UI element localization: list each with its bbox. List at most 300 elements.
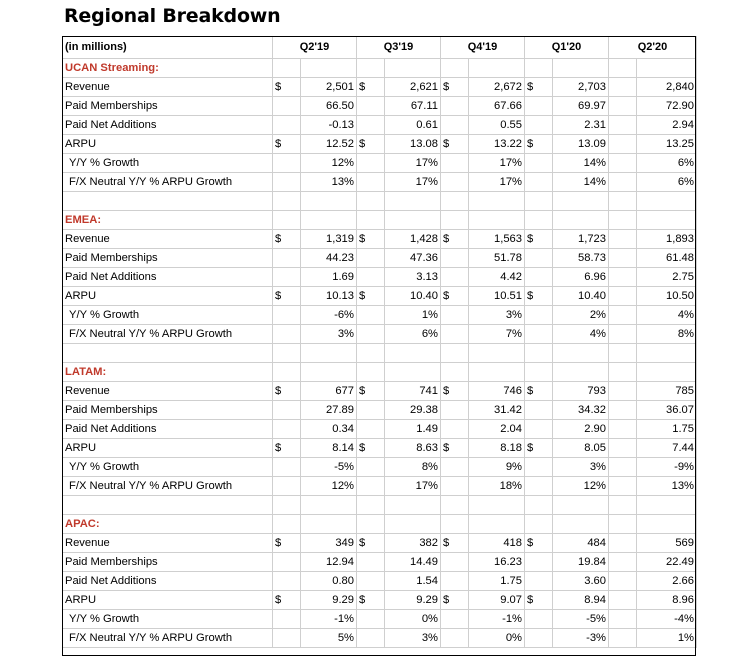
empty-cell — [637, 211, 697, 230]
value-cell: 17% — [385, 477, 441, 496]
currency-cell — [441, 154, 469, 173]
currency-cell: $ — [357, 78, 385, 97]
value-cell: -9% — [637, 458, 697, 477]
value-cell: 10.40 — [553, 287, 609, 306]
value-cell: -4% — [637, 610, 697, 629]
currency-cell — [273, 572, 301, 591]
section-header-row — [63, 59, 697, 78]
value-cell: -3% — [553, 629, 609, 648]
currency-cell — [525, 610, 553, 629]
period-header: Q3'19 — [357, 37, 441, 59]
currency-cell — [273, 477, 301, 496]
empty-cell — [469, 496, 525, 515]
currency-cell — [609, 249, 637, 268]
currency-cell — [273, 458, 301, 477]
value-cell: 1,723 — [553, 230, 609, 249]
currency-cell: $ — [525, 439, 553, 458]
currency-cell — [525, 116, 553, 135]
empty-cell — [385, 344, 441, 363]
table-row — [63, 572, 697, 591]
currency-cell: $ — [441, 78, 469, 97]
empty-cell — [525, 211, 553, 230]
currency-cell — [441, 477, 469, 496]
empty-cell — [609, 59, 637, 78]
table-row — [63, 97, 697, 116]
currency-cell: $ — [273, 78, 301, 97]
value-cell: 1,893 — [637, 230, 697, 249]
currency-cell — [441, 458, 469, 477]
currency-cell: $ — [273, 534, 301, 553]
currency-cell — [609, 135, 637, 154]
currency-cell — [441, 553, 469, 572]
value-cell: 1.75 — [637, 420, 697, 439]
currency-cell: $ — [273, 591, 301, 610]
currency-cell — [441, 610, 469, 629]
currency-cell: $ — [357, 439, 385, 458]
value-cell: 677 — [301, 382, 357, 401]
value-cell: 7.44 — [637, 439, 697, 458]
currency-cell: $ — [525, 135, 553, 154]
empty-cell — [301, 211, 357, 230]
row-label: Y/Y % Growth — [63, 610, 273, 629]
currency-cell — [525, 249, 553, 268]
value-cell: 3.60 — [553, 572, 609, 591]
currency-cell — [525, 97, 553, 116]
currency-cell — [357, 477, 385, 496]
empty-cell — [553, 515, 609, 534]
header-row — [63, 37, 697, 59]
row-label: Y/Y % Growth — [63, 154, 273, 173]
currency-cell — [273, 306, 301, 325]
value-cell: -1% — [469, 610, 525, 629]
table-row — [63, 553, 697, 572]
value-cell: 2.31 — [553, 116, 609, 135]
currency-cell — [441, 249, 469, 268]
table-row — [63, 154, 697, 173]
currency-cell — [357, 325, 385, 344]
currency-cell — [609, 230, 637, 249]
value-cell: 793 — [553, 382, 609, 401]
row-label: Y/Y % Growth — [63, 306, 273, 325]
empty-cell — [385, 363, 441, 382]
currency-cell — [357, 610, 385, 629]
currency-cell — [609, 287, 637, 306]
value-cell: 9.29 — [301, 591, 357, 610]
empty-cell — [357, 59, 385, 78]
table-row — [63, 325, 697, 344]
value-cell: 0.34 — [301, 420, 357, 439]
table-row — [63, 173, 697, 192]
currency-cell — [441, 97, 469, 116]
table-row — [63, 610, 697, 629]
empty-cell — [301, 363, 357, 382]
row-label: Paid Memberships — [63, 553, 273, 572]
currency-cell — [441, 306, 469, 325]
spacer-row — [63, 192, 697, 211]
currency-cell — [273, 249, 301, 268]
empty-cell — [637, 515, 697, 534]
value-cell: 10.50 — [637, 287, 697, 306]
currency-cell — [357, 458, 385, 477]
row-label: Revenue — [63, 534, 273, 553]
empty-cell — [273, 59, 301, 78]
currency-cell: $ — [441, 534, 469, 553]
currency-cell — [273, 629, 301, 648]
currency-cell — [609, 78, 637, 97]
value-cell: 2.90 — [553, 420, 609, 439]
value-cell: 12.52 — [301, 135, 357, 154]
value-cell: 8.96 — [637, 591, 697, 610]
empty-cell — [553, 344, 609, 363]
value-cell: 0.80 — [301, 572, 357, 591]
table-row — [63, 287, 697, 306]
value-cell: 27.89 — [301, 401, 357, 420]
empty-cell — [637, 59, 697, 78]
empty-cell — [385, 192, 441, 211]
currency-cell: $ — [525, 230, 553, 249]
value-cell: 6% — [385, 325, 441, 344]
value-cell: 19.84 — [553, 553, 609, 572]
value-cell: 0% — [385, 610, 441, 629]
empty-cell — [385, 496, 441, 515]
value-cell: -0.13 — [301, 116, 357, 135]
row-label: Paid Memberships — [63, 97, 273, 116]
currency-cell — [357, 268, 385, 287]
empty-cell — [525, 59, 553, 78]
empty-cell — [553, 363, 609, 382]
currency-cell: $ — [357, 382, 385, 401]
currency-cell: $ — [273, 439, 301, 458]
value-cell: 17% — [385, 154, 441, 173]
value-cell: 382 — [385, 534, 441, 553]
value-cell: 2,621 — [385, 78, 441, 97]
currency-cell — [609, 534, 637, 553]
value-cell: 36.07 — [637, 401, 697, 420]
currency-cell — [609, 629, 637, 648]
empty-cell — [301, 515, 357, 534]
currency-cell: $ — [525, 78, 553, 97]
currency-cell — [609, 154, 637, 173]
value-cell: 44.23 — [301, 249, 357, 268]
value-cell: 6% — [637, 154, 697, 173]
currency-cell — [525, 268, 553, 287]
currency-cell: $ — [441, 591, 469, 610]
currency-cell: $ — [273, 230, 301, 249]
currency-cell: $ — [441, 439, 469, 458]
table-row — [63, 458, 697, 477]
currency-cell — [609, 610, 637, 629]
value-cell: 569 — [637, 534, 697, 553]
currency-cell — [441, 325, 469, 344]
section-header-row — [63, 363, 697, 382]
empty-cell — [357, 344, 385, 363]
row-label: F/X Neutral Y/Y % ARPU Growth — [63, 325, 273, 344]
value-cell: 14.49 — [385, 553, 441, 572]
spacer-row — [63, 496, 697, 515]
value-cell: 58.73 — [553, 249, 609, 268]
value-cell: 8.18 — [469, 439, 525, 458]
row-label: Paid Net Additions — [63, 420, 273, 439]
empty-cell — [357, 363, 385, 382]
value-cell: 2.04 — [469, 420, 525, 439]
value-cell: 2.66 — [637, 572, 697, 591]
currency-cell — [609, 382, 637, 401]
empty-cell — [273, 344, 301, 363]
section-title: LATAM: — [63, 363, 273, 382]
currency-cell: $ — [357, 135, 385, 154]
currency-cell — [525, 572, 553, 591]
empty-cell — [525, 515, 553, 534]
value-cell: 9.07 — [469, 591, 525, 610]
empty-cell — [63, 344, 273, 363]
value-cell: 1.69 — [301, 268, 357, 287]
value-cell: 4% — [553, 325, 609, 344]
row-label: ARPU — [63, 439, 273, 458]
value-cell: -5% — [301, 458, 357, 477]
currency-cell — [525, 154, 553, 173]
empty-cell — [357, 515, 385, 534]
table-row — [63, 306, 697, 325]
currency-cell — [609, 325, 637, 344]
value-cell: 34.32 — [553, 401, 609, 420]
currency-cell — [441, 268, 469, 287]
currency-cell: $ — [357, 287, 385, 306]
value-cell: 418 — [469, 534, 525, 553]
empty-cell — [357, 192, 385, 211]
empty-cell — [553, 211, 609, 230]
value-cell: 17% — [469, 154, 525, 173]
regional-breakdown-table — [62, 36, 697, 648]
row-label: Y/Y % Growth — [63, 458, 273, 477]
value-cell: 6% — [637, 173, 697, 192]
currency-cell — [441, 572, 469, 591]
currency-cell — [609, 173, 637, 192]
value-cell: 4.42 — [469, 268, 525, 287]
empty-cell — [609, 192, 637, 211]
value-cell: 746 — [469, 382, 525, 401]
empty-cell — [469, 59, 525, 78]
empty-cell — [525, 363, 553, 382]
empty-cell — [441, 344, 469, 363]
empty-cell — [385, 515, 441, 534]
empty-cell — [301, 344, 357, 363]
value-cell: 61.48 — [637, 249, 697, 268]
spacer-row — [63, 344, 697, 363]
value-cell: 13% — [301, 173, 357, 192]
currency-cell — [525, 629, 553, 648]
currency-cell — [525, 306, 553, 325]
currency-cell — [609, 268, 637, 287]
empty-cell — [469, 344, 525, 363]
currency-cell — [441, 116, 469, 135]
currency-cell — [273, 325, 301, 344]
empty-cell — [273, 515, 301, 534]
empty-cell — [441, 496, 469, 515]
table-row — [63, 439, 697, 458]
value-cell: 1,563 — [469, 230, 525, 249]
currency-cell — [357, 572, 385, 591]
value-cell: 13.08 — [385, 135, 441, 154]
value-cell: 18% — [469, 477, 525, 496]
empty-cell — [385, 211, 441, 230]
table-row — [63, 401, 697, 420]
empty-cell — [469, 363, 525, 382]
currency-cell: $ — [525, 534, 553, 553]
empty-cell — [637, 344, 697, 363]
section-header-row — [63, 515, 697, 534]
currency-cell — [357, 553, 385, 572]
empty-cell — [525, 344, 553, 363]
empty-cell — [273, 192, 301, 211]
value-cell: 13.22 — [469, 135, 525, 154]
currency-cell — [357, 306, 385, 325]
currency-cell: $ — [273, 382, 301, 401]
row-label: Revenue — [63, 230, 273, 249]
period-header: Q1'20 — [525, 37, 609, 59]
currency-cell: $ — [441, 287, 469, 306]
currency-cell — [273, 553, 301, 572]
currency-cell — [609, 420, 637, 439]
empty-cell — [609, 363, 637, 382]
currency-cell: $ — [357, 591, 385, 610]
period-header: Q4'19 — [441, 37, 525, 59]
row-label: F/X Neutral Y/Y % ARPU Growth — [63, 173, 273, 192]
value-cell: 785 — [637, 382, 697, 401]
currency-cell — [609, 306, 637, 325]
empty-cell — [441, 192, 469, 211]
value-cell: 3% — [385, 629, 441, 648]
value-cell: 741 — [385, 382, 441, 401]
value-cell: 9% — [469, 458, 525, 477]
currency-cell: $ — [441, 135, 469, 154]
table-row — [63, 382, 697, 401]
value-cell: 3% — [469, 306, 525, 325]
currency-cell — [525, 325, 553, 344]
value-cell: 67.66 — [469, 97, 525, 116]
units-label: (in millions) — [63, 37, 273, 59]
value-cell: 16.23 — [469, 553, 525, 572]
table-row — [63, 78, 697, 97]
value-cell: 8.05 — [553, 439, 609, 458]
value-cell: 12% — [301, 477, 357, 496]
table-row — [63, 420, 697, 439]
table-body — [63, 37, 697, 648]
empty-cell — [525, 192, 553, 211]
currency-cell: $ — [441, 230, 469, 249]
table-row — [63, 534, 697, 553]
empty-cell — [357, 496, 385, 515]
value-cell: 8% — [385, 458, 441, 477]
row-label: Paid Net Additions — [63, 268, 273, 287]
empty-cell — [553, 59, 609, 78]
currency-cell — [357, 401, 385, 420]
empty-cell — [273, 363, 301, 382]
currency-cell — [609, 477, 637, 496]
value-cell: 13.25 — [637, 135, 697, 154]
empty-cell — [609, 496, 637, 515]
empty-cell — [637, 363, 697, 382]
period-header: Q2'20 — [609, 37, 697, 59]
value-cell: 12% — [553, 477, 609, 496]
empty-cell — [441, 59, 469, 78]
value-cell: 8.94 — [553, 591, 609, 610]
currency-cell — [609, 439, 637, 458]
currency-cell — [525, 477, 553, 496]
currency-cell — [357, 173, 385, 192]
currency-cell — [609, 572, 637, 591]
currency-cell — [525, 553, 553, 572]
value-cell: 29.38 — [385, 401, 441, 420]
empty-cell — [637, 496, 697, 515]
value-cell: 8% — [637, 325, 697, 344]
currency-cell — [525, 401, 553, 420]
value-cell: 2,672 — [469, 78, 525, 97]
currency-cell: $ — [273, 287, 301, 306]
empty-cell — [469, 192, 525, 211]
value-cell: -1% — [301, 610, 357, 629]
section-title: UCAN Streaming: — [63, 59, 273, 78]
empty-cell — [273, 211, 301, 230]
currency-cell — [273, 610, 301, 629]
value-cell: 1% — [385, 306, 441, 325]
currency-cell — [357, 249, 385, 268]
value-cell: 1.75 — [469, 572, 525, 591]
currency-cell — [357, 97, 385, 116]
currency-cell — [273, 268, 301, 287]
value-cell: 3% — [301, 325, 357, 344]
currency-cell — [441, 173, 469, 192]
value-cell: 13% — [637, 477, 697, 496]
currency-cell — [273, 401, 301, 420]
currency-cell — [357, 629, 385, 648]
value-cell: 8.14 — [301, 439, 357, 458]
value-cell: 6.96 — [553, 268, 609, 287]
currency-cell: $ — [525, 287, 553, 306]
currency-cell — [441, 401, 469, 420]
value-cell: 0.61 — [385, 116, 441, 135]
currency-cell — [441, 629, 469, 648]
value-cell: 14% — [553, 154, 609, 173]
period-header: Q2'19 — [273, 37, 357, 59]
value-cell: 2,703 — [553, 78, 609, 97]
row-label: ARPU — [63, 135, 273, 154]
currency-cell: $ — [525, 382, 553, 401]
value-cell: 1% — [637, 629, 697, 648]
value-cell: 17% — [385, 173, 441, 192]
row-label: Paid Memberships — [63, 249, 273, 268]
currency-cell — [357, 154, 385, 173]
empty-cell — [609, 515, 637, 534]
currency-cell — [273, 97, 301, 116]
value-cell: 484 — [553, 534, 609, 553]
value-cell: 67.11 — [385, 97, 441, 116]
value-cell: 10.13 — [301, 287, 357, 306]
value-cell: 31.42 — [469, 401, 525, 420]
value-cell: 69.97 — [553, 97, 609, 116]
currency-cell — [609, 97, 637, 116]
currency-cell — [441, 420, 469, 439]
table-row — [63, 477, 697, 496]
currency-cell — [273, 420, 301, 439]
table-row — [63, 249, 697, 268]
row-label: Revenue — [63, 78, 273, 97]
row-label: ARPU — [63, 287, 273, 306]
row-label: F/X Neutral Y/Y % ARPU Growth — [63, 477, 273, 496]
row-label: ARPU — [63, 591, 273, 610]
value-cell: 0% — [469, 629, 525, 648]
value-cell: 3.13 — [385, 268, 441, 287]
page-title: Regional Breakdown — [64, 5, 281, 27]
